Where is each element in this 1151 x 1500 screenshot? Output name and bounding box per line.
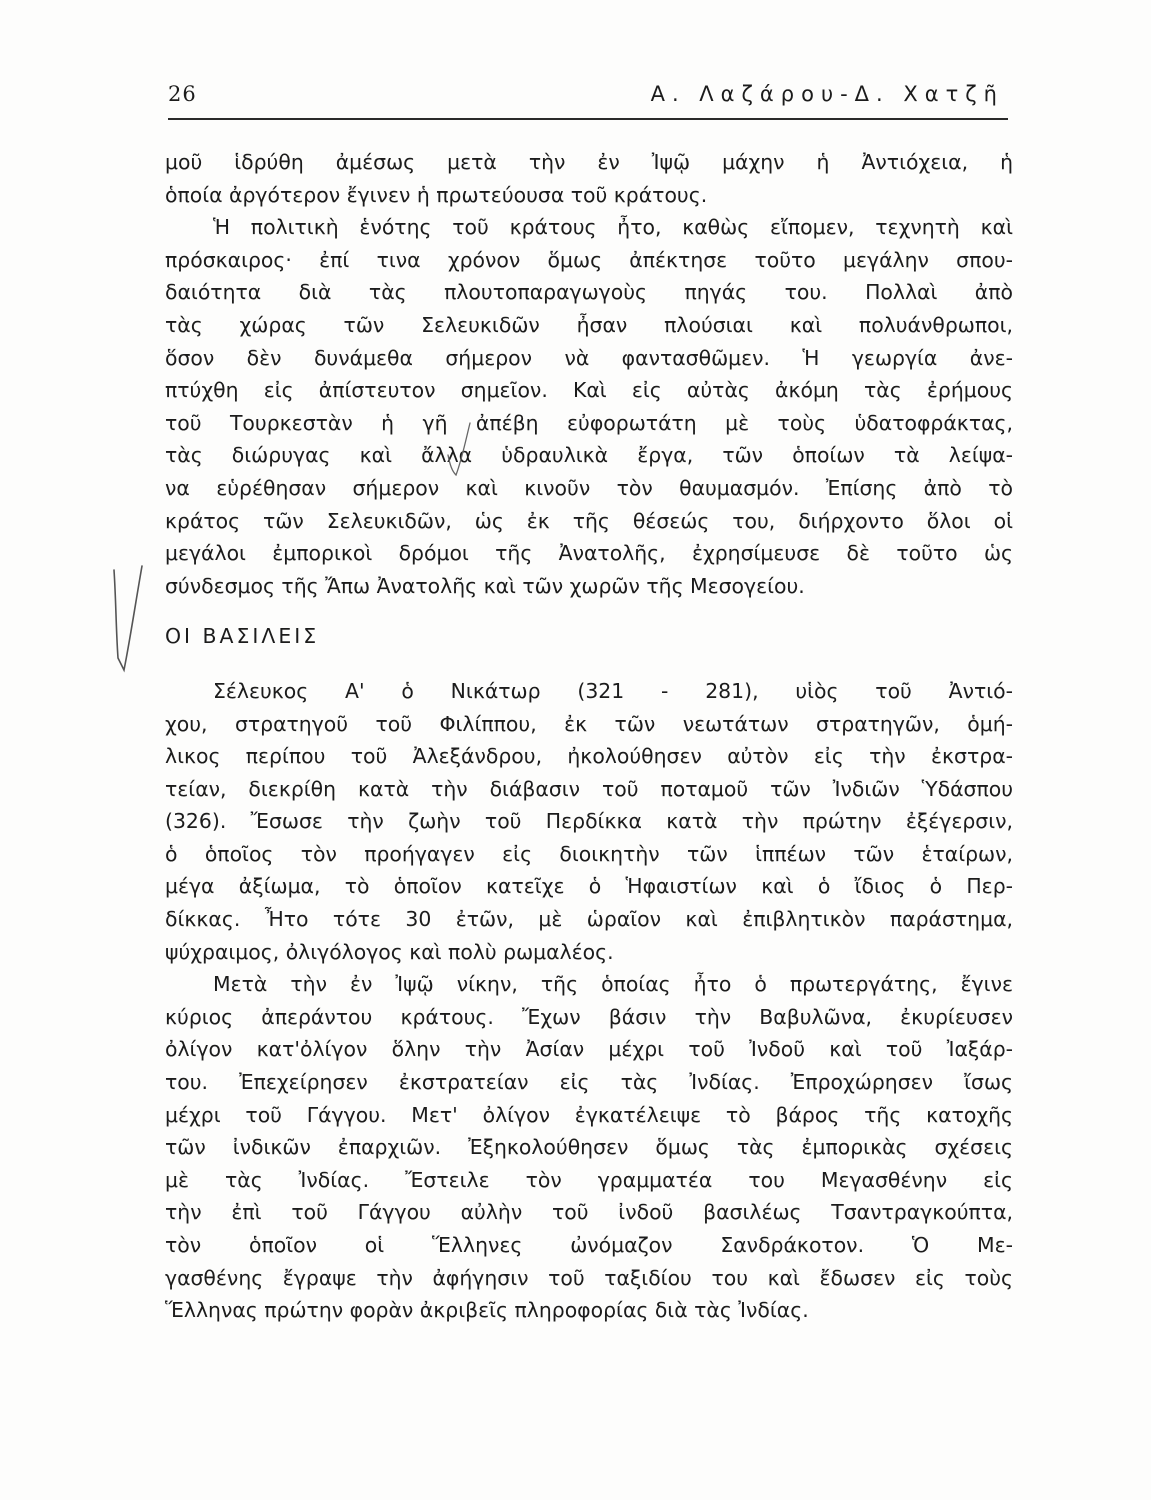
text-line: μέγα ἀξίωμα, τὸ ὁποῖον κατεῖχε ὁ Ἡφαιστίων καὶ ὁ ἴδιος ὁ Περ-: [165, 874, 1013, 899]
margin-pencil-mark: [100, 560, 150, 680]
body-text: [165, 146, 1013, 1327]
text-line: Ἡ πολιτικὴ ἑνότης τοῦ κράτους ἦτο, καθὼς εἴπομεν, τεχνητὴ καὶ: [213, 215, 1013, 240]
text-line: πρόσκαιρος· ἐπί τινα χρόνον ὅμως ἀπέκτησε τοῦτο μεγάλην σπου-: [165, 247, 1013, 272]
text-line: τοῦ Τουρκεστὰν ἡ γῆ ἀπέβη εὐφορωτάτη μὲ τοὺς ὑδατοφράκτας,: [165, 410, 1013, 435]
text-line: μὲ τὰς Ἰνδίας. Ἔστειλε τὸν γραμματέα του Μεγασθένην εἰς: [165, 1167, 1013, 1192]
text-line: ὀλίγον κατ'ὀλίγον ὅλην τὴν Ἀσίαν μέχρι τοῦ Ἰνδοῦ καὶ τοῦ Ἰαξάρ-: [165, 1037, 1013, 1062]
text-line: κύριος ἀπεράντου κράτους. Ἔχων βάσιν τὴν Βαβυλῶνα, ἐκυρίευσεν: [165, 1004, 1013, 1029]
text-line: να εὑρέθησαν σήμερον καὶ κινοῦν τὸν θαυμασμόν. Ἐπίσης ἀπὸ τὸ: [165, 475, 1013, 500]
running-head: Α. Λαζάρου-Δ. Χατζῆ: [650, 82, 1004, 106]
text-line: σύνδεσμος τῆς Ἄπω Ἀνατολῆς καὶ τῶν χωρῶν τῆς Μεσογείου.: [165, 573, 805, 598]
text-line: τὰς χώρας τῶν Σελευκιδῶν ἦσαν πλούσιαι καὶ πολυάνθρωποι,: [165, 312, 1013, 337]
text-line: τὸν ὁποῖον οἱ Ἕλληνες ὠνόμαζον Σανδράκοτον. Ὁ Με-: [165, 1233, 1013, 1257]
text-line: Ἕλληνας πρώτην φορὰν ἀκριβεῖς πληροφορίας διὰ τὰς Ἰνδίας.: [165, 1298, 809, 1323]
page-header: [168, 82, 1008, 122]
text-line: ὁ ὁποῖος τὸν προήγαγεν εἰς διοικητὴν τῶν ἱππέων τῶν ἑταίρων,: [165, 841, 1013, 866]
text-line: χου, στρατηγοῦ τοῦ Φιλίππου, ἐκ τῶν νεωτάτων στρατηγῶν, ὁμή-: [165, 711, 1013, 736]
text-line: λικος περίπου τοῦ Ἀλεξάνδρου, ἠκολούθησεν αὐτὸν εἰς τὴν ἐκστρα-: [165, 744, 1013, 769]
text-line: μεγάλοι ἐμπορικοὶ δρόμοι τῆς Ἀνατολῆς, ἐχρησίμευσε δὲ τοῦτο ὡς: [165, 541, 1013, 566]
header-rule: [168, 118, 1008, 120]
text-line: ὅσον δὲν δυνάμεθα σήμερον νὰ φαντασθῶμεν. Ἡ γεωργία ἀνε-: [165, 345, 1013, 370]
text-line: ψύχραιμος, ὀλιγόλογος καὶ πολὺ ρωμαλέος.: [165, 939, 614, 964]
paragraph-seleucus: [165, 675, 1013, 968]
text-line: κράτος τῶν Σελευκιδῶν, ὡς ἐκ τῆς θέσεώς του, διήρχοντο ὅλοι οἱ: [165, 508, 1013, 533]
text-line: τὴν ἐπὶ τοῦ Γάγγου αὐλὴν τοῦ ἰνδοῦ βασιλέως Τσαντραγκούπτα,: [165, 1200, 1013, 1225]
text-line: δίκκας. Ἦτο τότε 30 ἐτῶν, μὲ ὡραῖον καὶ ἐπιβλητικὸν παράστημα,: [165, 907, 1013, 932]
text-line: Μετὰ τὴν ἐν Ἰψῷ νίκην, τῆς ὁποίας ἦτο ὁ πρωτεργάτης, ἔγινε: [213, 972, 1013, 997]
paragraph-state: [165, 211, 1013, 602]
text-line: (326). Ἔσωσε τὴν ζωὴν τοῦ Περδίκκα κατὰ τὴν πρώτην ἐξέγερσιν,: [165, 809, 1013, 834]
paragraph-intro: [165, 146, 1013, 211]
text-line: γασθένης ἔγραψε τὴν ἀφήγησιν τοῦ ταξιδίου του καὶ ἔδωσεν εἰς τοὺς: [165, 1265, 1013, 1290]
text-line: δαιότητα διὰ τὰς πλουτοπαραγωγοὺς πηγάς του. Πολλαὶ ἀπὸ: [165, 280, 1013, 305]
page-number: 26: [168, 82, 197, 106]
text-line: τείαν, διεκρίθη κατὰ τὴν διάβασιν τοῦ ποταμοῦ τῶν Ἰνδιῶν Ὑδάσπου: [165, 776, 1013, 801]
text-line: τὰς διώρυγας καὶ ἄλλα ὑδραυλικὰ ἔργα, τῶν ὁποίων τὰ λείψα-: [165, 443, 1013, 468]
text-line: του. Ἐπεχείρησεν ἐκστρατείαν εἰς τὰς Ἰνδίας. Ἐπροχώρησεν ἴσως: [165, 1070, 1013, 1095]
text-line: πτύχθη εἰς ἀπίστευτον σημεῖον. Καὶ εἰς αὐτὰς ἀκόμη τὰς ἐρήμους: [165, 378, 1013, 403]
text-line: μέχρι τοῦ Γάγγου. Μετ' ὀλίγον ἐγκατέλειψε τὸ βάρος τῆς κατοχῆς: [165, 1102, 1013, 1127]
section-heading: ΟΙ ΒΑΣΙΛΕΙΣ: [165, 624, 320, 649]
text-line: Σέλευκος Α' ὁ Νικάτωρ (321 - 281), υἱὸς τοῦ Ἀντιό-: [213, 678, 1013, 703]
paragraph-ipsus: [165, 968, 1013, 1327]
text-line: ὁποία ἀργότερον ἔγινεν ἡ πρωτεύουσα τοῦ κράτους.: [165, 182, 708, 207]
text-line: τῶν ἰνδικῶν ἐπαρχιῶν. Ἐξηκολούθησεν ὅμως τὰς ἐμπορικὰς σχέσεις: [165, 1135, 1013, 1160]
text-line: μοῦ ἱδρύθη ἀμέσως μετὰ τὴν ἐν Ἰψῷ μάχην ἡ Ἀντιόχεια, ἡ: [165, 150, 1013, 174]
